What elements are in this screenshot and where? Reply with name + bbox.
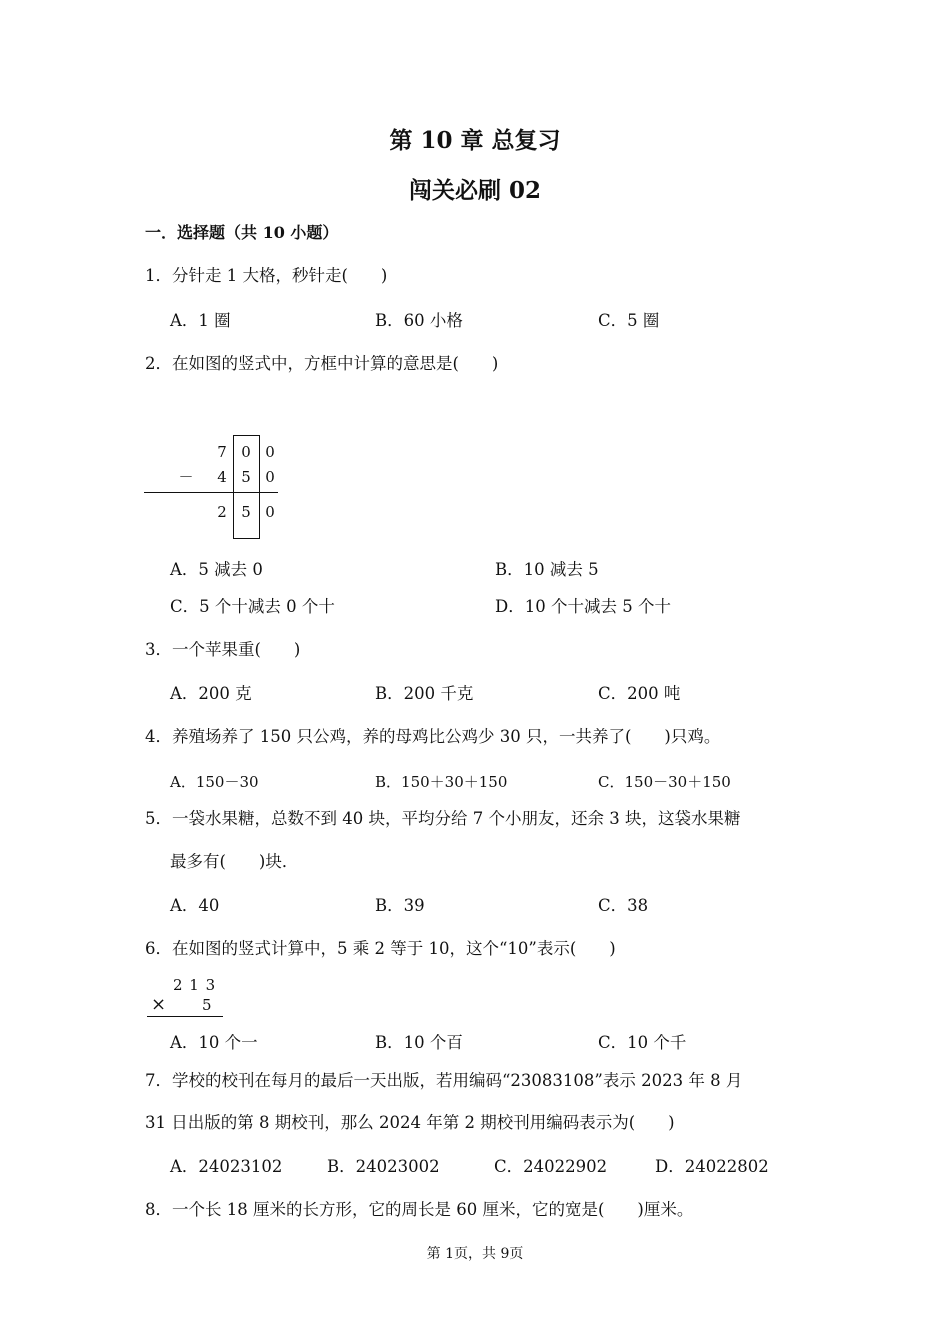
q1-option-a: A．1 圈: [170, 311, 231, 330]
question-4: 4．养殖场养了 150 只公鸡，养的母鸡比公鸡少 30 只，一共养了( )只鸡。: [145, 727, 721, 746]
page-title: 第 10 章 总复习: [389, 127, 561, 154]
multiplication-figure: [145, 974, 230, 1024]
digit: 7: [217, 443, 227, 461]
digit: 4: [217, 468, 227, 486]
q6-option-a: A．10 个一: [170, 1033, 258, 1052]
digit: 0: [265, 468, 275, 486]
q7-option-a: A．24023102: [170, 1157, 283, 1176]
times-sign: ×: [151, 994, 167, 1015]
question-1: 1．分针走 1 大格，秒针走( ): [145, 266, 388, 285]
question-5-cont: 最多有( )块．: [170, 852, 299, 871]
q2-option-d: D．10 个十减去 5 个十: [495, 597, 671, 616]
digit: 2: [217, 503, 227, 521]
question-6: 6．在如图的竖式计算中，5 乘 2 等于 10，这个“10”表示( ): [145, 939, 616, 958]
question-5: 5．一袋水果糖，总数不到 40 块，平均分给 7 个小朋友，还余 3 块，这袋水果糖: [145, 809, 741, 828]
subtraction-figure: [140, 430, 290, 545]
q1-option-c: C．5 圈: [598, 311, 660, 330]
multiplier: 5: [202, 996, 212, 1014]
section-heading: 一．选择题（共 10 小题）: [145, 223, 339, 242]
page-subtitle: 闯关必刷 02: [408, 177, 541, 204]
q3-option-c: C．200 吨: [598, 684, 681, 703]
multiplicand: 2 1 3: [173, 976, 217, 994]
q5-option-a: A．40: [170, 896, 220, 915]
digit: 0: [241, 443, 251, 461]
question-3: 3．一个苹果重( ): [145, 640, 301, 659]
question-8: 8．一个长 18 厘米的长方形，它的周长是 60 厘米，它的宽是( )厘米。: [145, 1200, 694, 1219]
q7-option-b: B．24023002: [327, 1157, 440, 1176]
q4-option-b: B．150＋30＋150: [375, 773, 508, 791]
page-footer: 第 1页，共 9页: [426, 1246, 524, 1262]
q3-option-b: B．200 千克: [375, 684, 474, 703]
q5-option-b: B．39: [375, 896, 425, 915]
product-line: [147, 1016, 223, 1017]
digit: 0: [265, 443, 275, 461]
question-7-cont: 31 日出版的第 8 期校刊，那么 2024 年第 2 期校刊用编码表示为( ): [145, 1113, 675, 1132]
q4-option-a: A．150－30: [170, 773, 259, 791]
q2-option-b: B．10 减去 5: [495, 560, 599, 579]
q4-option-c: C．150－30＋150: [598, 773, 731, 791]
minus-sign: －: [178, 468, 194, 486]
tens-column-box: [233, 435, 260, 539]
question-2: 2．在如图的竖式中，方框中计算的意思是( ): [145, 354, 499, 373]
q5-option-c: C．38: [598, 896, 649, 915]
digit: 0: [265, 503, 275, 521]
q6-option-c: C．10 个千: [598, 1033, 687, 1052]
q6-option-b: B．10 个百: [375, 1033, 463, 1052]
q7-option-d: D．24022802: [655, 1157, 769, 1176]
q2-option-a: A．5 减去 0: [170, 560, 263, 579]
digit: 5: [241, 503, 251, 521]
question-7: 7．学校的校刊在每月的最后一天出版，若用编码“23083108”表示 2023 年 8 月: [145, 1071, 743, 1090]
q1-option-b: B．60 小格: [375, 311, 463, 330]
q7-option-c: C．24022902: [494, 1157, 608, 1176]
q2-option-c: C．5 个十减去 0 个十: [170, 597, 335, 616]
digit: 5: [241, 468, 251, 486]
q3-option-a: A．200 克: [170, 684, 252, 703]
